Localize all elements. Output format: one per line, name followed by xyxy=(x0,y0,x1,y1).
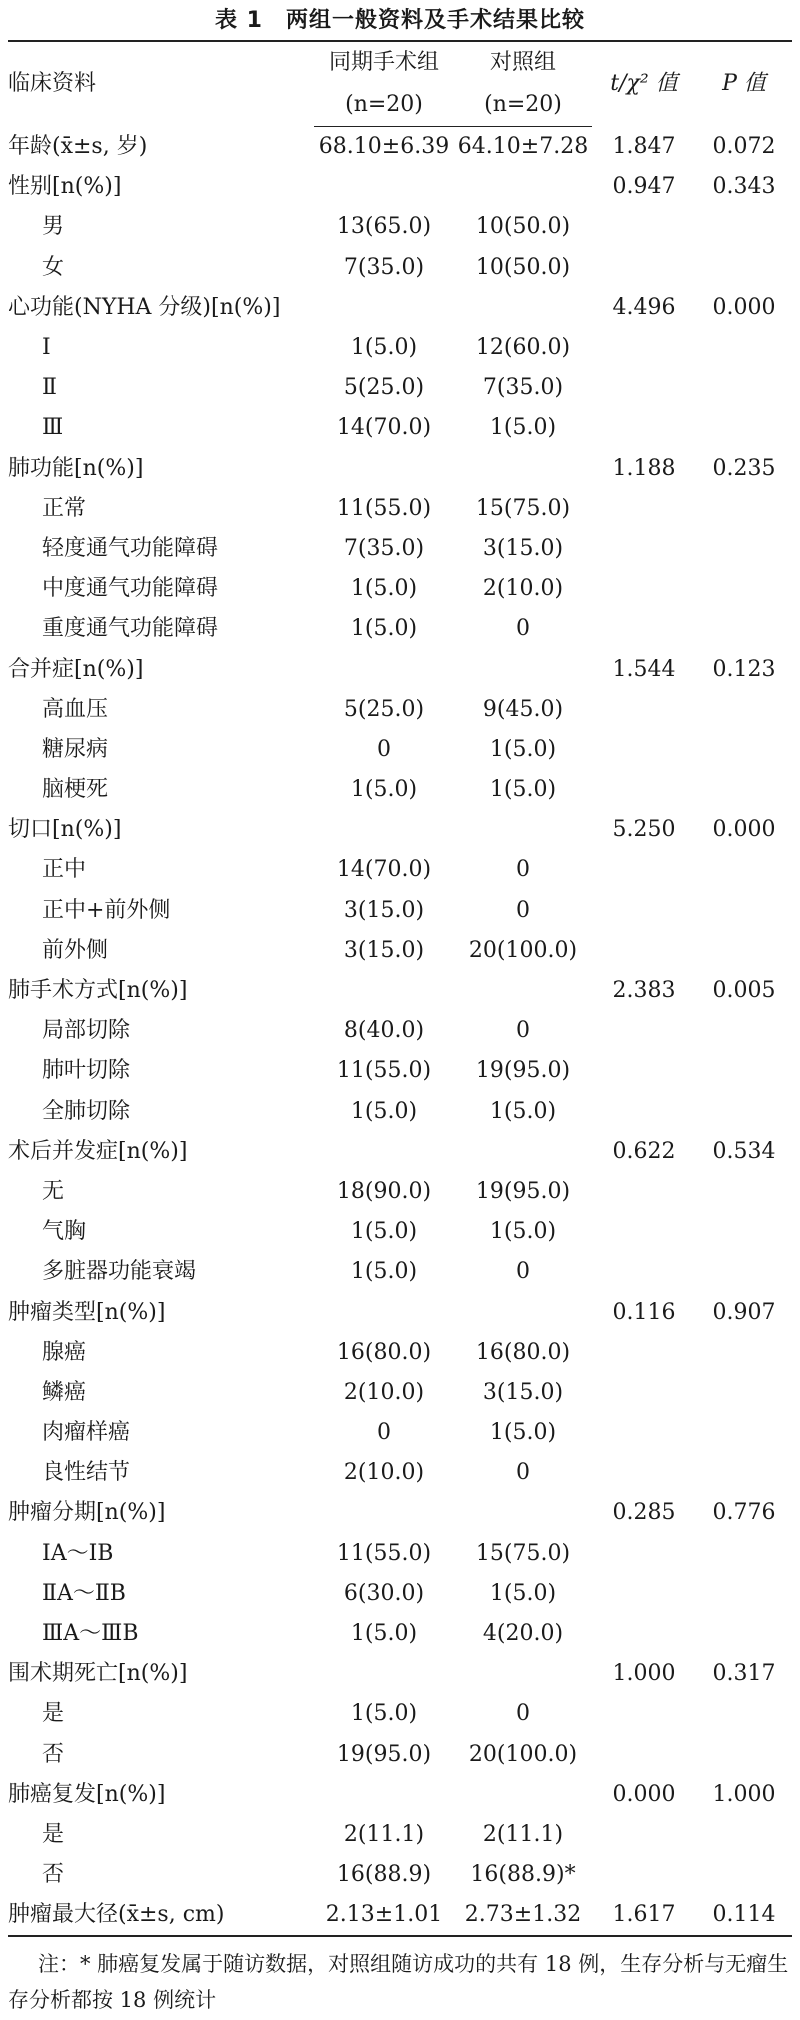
comparison-table xyxy=(8,40,792,1937)
control-group-value: 1(5.0) xyxy=(489,777,557,803)
control-group-value xyxy=(454,1292,592,1332)
surgery-group-value: 16(80.0) xyxy=(336,1339,432,1365)
t-chi-value: 1.188 xyxy=(612,455,676,481)
control-group-value: 16(88.9)* xyxy=(470,1862,576,1888)
row-label: 重度通气功能障碍 xyxy=(42,616,219,642)
p-value xyxy=(696,1735,792,1775)
table-row xyxy=(8,1453,792,1493)
p-value xyxy=(696,1092,792,1132)
table-row xyxy=(8,1735,792,1775)
control-group-value: 2(11.1) xyxy=(482,1821,564,1847)
surgery-group-value xyxy=(314,288,454,328)
p-value: 1.000 xyxy=(712,1781,776,1807)
row-label: ⅡA～ⅡB xyxy=(42,1580,126,1606)
t-chi-value xyxy=(592,207,696,247)
t-chi-value xyxy=(592,1252,696,1292)
control-group-value: 1(5.0) xyxy=(489,736,557,762)
row-label: 高血压 xyxy=(42,696,109,722)
control-group-value: 10(50.0) xyxy=(475,214,571,240)
p-value xyxy=(696,1453,792,1493)
control-group-value: 0 xyxy=(516,616,530,642)
p-value xyxy=(696,891,792,931)
header-t-chi-value: t/χ² 值 xyxy=(592,41,696,127)
table-row xyxy=(8,1373,792,1413)
p-value xyxy=(696,690,792,730)
control-group-value: 3(15.0) xyxy=(482,535,564,561)
surgery-group-value: 7(35.0) xyxy=(343,535,425,561)
p-value xyxy=(696,850,792,890)
row-label: 是 xyxy=(42,1821,65,1847)
control-group-value xyxy=(454,971,592,1011)
control-group-value: 7(35.0) xyxy=(482,375,564,401)
t-chi-value: 0.285 xyxy=(612,1500,676,1526)
table-row xyxy=(8,810,792,850)
header-surgery-group: 同期手术组 xyxy=(314,41,454,84)
row-label: 全肺切除 xyxy=(42,1098,131,1124)
header-clinical-data: 临床资料 xyxy=(8,41,314,127)
table-row xyxy=(8,1654,792,1694)
t-chi-value xyxy=(592,1815,696,1855)
surgery-group-value: 3(15.0) xyxy=(343,897,425,923)
surgery-group-value: 11(55.0) xyxy=(336,1540,432,1566)
p-value xyxy=(696,931,792,971)
surgery-group-value: 5(25.0) xyxy=(343,375,425,401)
table-row xyxy=(8,1292,792,1332)
table-row xyxy=(8,1815,792,1855)
t-chi-value xyxy=(592,690,696,730)
p-value: 0.776 xyxy=(712,1500,776,1526)
surgery-group-value: 8(40.0) xyxy=(343,1018,425,1044)
control-group-value: 20(100.0) xyxy=(468,937,578,963)
row-label: Ⅱ xyxy=(42,375,57,401)
p-value xyxy=(696,1815,792,1855)
t-chi-value: 0.947 xyxy=(612,174,676,200)
p-value xyxy=(696,1373,792,1413)
row-label: 腺癌 xyxy=(42,1339,87,1365)
row-label: Ⅰ xyxy=(42,335,51,361)
control-group-value: 1(5.0) xyxy=(489,1098,557,1124)
row-label: 良性结节 xyxy=(42,1460,131,1486)
table-row xyxy=(8,690,792,730)
surgery-group-value xyxy=(314,1654,454,1694)
row-label: ⅠA～ⅠB xyxy=(42,1540,114,1566)
t-chi-value: 2.383 xyxy=(612,978,676,1004)
row-label: 否 xyxy=(42,1862,65,1888)
row-label: 无 xyxy=(42,1178,65,1204)
table-row xyxy=(8,1011,792,1051)
p-value xyxy=(696,1172,792,1212)
surgery-group-value: 3(15.0) xyxy=(343,937,425,963)
table-row xyxy=(8,207,792,247)
t-chi-value xyxy=(592,770,696,810)
row-label: 中度通气功能障碍 xyxy=(42,576,219,602)
surgery-group-value: 68.10±6.39 xyxy=(318,134,450,160)
control-group-value xyxy=(454,1775,592,1815)
table-row xyxy=(8,1775,792,1815)
p-value xyxy=(696,408,792,448)
table-row xyxy=(8,288,792,328)
p-value: 0.114 xyxy=(696,1895,792,1936)
p-value xyxy=(696,248,792,288)
row-label: 心功能(NYHA 分级)[n(%)] xyxy=(8,294,281,320)
table-header xyxy=(8,41,792,127)
row-label: 肿瘤最大径(x̄±s, cm) xyxy=(8,1895,314,1936)
surgery-group-value: 19(95.0) xyxy=(336,1741,432,1767)
p-value: 0.317 xyxy=(712,1661,776,1687)
table-row xyxy=(8,1212,792,1252)
control-group-value: 1(5.0) xyxy=(489,1219,557,1245)
p-value: 0.000 xyxy=(712,817,776,843)
control-group-value: 16(80.0) xyxy=(475,1339,571,1365)
table-row xyxy=(8,167,792,207)
t-chi-value xyxy=(592,368,696,408)
surgery-group-value: 6(30.0) xyxy=(343,1580,425,1606)
table-row xyxy=(8,1614,792,1654)
control-group-value: 3(15.0) xyxy=(482,1379,564,1405)
surgery-group-value xyxy=(314,1493,454,1533)
t-chi-value: 0.116 xyxy=(612,1299,676,1325)
row-label: 前外侧 xyxy=(42,937,109,963)
surgery-group-value: 14(70.0) xyxy=(336,415,432,441)
surgery-group-value: 2(10.0) xyxy=(343,1460,425,1486)
surgery-group-value xyxy=(314,1132,454,1172)
control-group-value xyxy=(454,449,592,489)
p-value xyxy=(696,1534,792,1574)
row-label: 是 xyxy=(42,1701,65,1727)
p-value xyxy=(696,1574,792,1614)
row-label: 性别[n(%)] xyxy=(8,174,122,200)
p-value xyxy=(696,489,792,529)
p-value: 0.343 xyxy=(712,174,776,200)
surgery-group-value: 1(5.0) xyxy=(350,576,418,602)
table-row xyxy=(8,529,792,569)
surgery-group-value: 11(55.0) xyxy=(336,1058,432,1084)
surgery-group-value: 11(55.0) xyxy=(336,495,432,521)
table-row xyxy=(8,248,792,288)
row-label: 肉瘤样癌 xyxy=(42,1420,131,1446)
table-row xyxy=(8,931,792,971)
table-row xyxy=(8,127,792,168)
table-row xyxy=(8,1333,792,1373)
table-row xyxy=(8,1172,792,1212)
t-chi-value xyxy=(592,1735,696,1775)
table-row xyxy=(8,1092,792,1132)
surgery-group-value: 2.13±1.01 xyxy=(314,1895,454,1936)
p-value: 0.000 xyxy=(712,294,776,320)
row-label: ⅢA～ⅢB xyxy=(42,1621,139,1647)
p-value xyxy=(696,770,792,810)
t-chi-value xyxy=(592,1212,696,1252)
control-group-value: 4(20.0) xyxy=(482,1621,564,1647)
p-value xyxy=(696,207,792,247)
row-label: 正中+前外侧 xyxy=(42,897,171,923)
t-chi-value xyxy=(592,1373,696,1413)
table-row xyxy=(8,408,792,448)
table-row xyxy=(8,1855,792,1895)
surgery-group-value xyxy=(314,167,454,207)
table-row xyxy=(8,449,792,489)
p-value xyxy=(696,1051,792,1091)
header-surgery-n: (n=20) xyxy=(314,84,454,127)
table-row xyxy=(8,489,792,529)
t-chi-value xyxy=(592,1172,696,1212)
surgery-group-value: 16(88.9) xyxy=(336,1862,432,1888)
table-row xyxy=(8,1574,792,1614)
control-group-value: 1(5.0) xyxy=(489,1420,557,1446)
control-group-value: 1(5.0) xyxy=(489,415,557,441)
control-group-value: 0 xyxy=(516,1460,530,1486)
p-value xyxy=(696,328,792,368)
t-chi-value xyxy=(592,248,696,288)
table-row xyxy=(8,971,792,1011)
row-label: 围术期死亡[n(%)] xyxy=(8,1661,188,1687)
row-label: 鳞癌 xyxy=(42,1379,87,1405)
control-group-value: 2.73±1.32 xyxy=(454,1895,592,1936)
row-label: 正中 xyxy=(42,857,87,883)
surgery-group-value: 14(70.0) xyxy=(336,857,432,883)
t-chi-value xyxy=(592,1333,696,1373)
t-chi-value xyxy=(592,489,696,529)
header-p-value: P 值 xyxy=(696,41,792,127)
header-row-1 xyxy=(8,41,792,84)
t-chi-value xyxy=(592,1092,696,1132)
surgery-group-value: 0 xyxy=(377,1420,391,1446)
surgery-group-value: 5(25.0) xyxy=(343,696,425,722)
surgery-group-value: 1(5.0) xyxy=(350,777,418,803)
surgery-group-value: 1(5.0) xyxy=(350,1259,418,1285)
control-group-value: 64.10±7.28 xyxy=(457,134,589,160)
p-value xyxy=(696,609,792,649)
p-value xyxy=(696,1614,792,1654)
p-value xyxy=(696,368,792,408)
surgery-group-value: 13(65.0) xyxy=(336,214,432,240)
p-value xyxy=(696,1694,792,1734)
control-group-value: 0 xyxy=(516,1259,530,1285)
t-chi-value xyxy=(592,569,696,609)
surgery-group-value xyxy=(314,1292,454,1332)
t-chi-value xyxy=(592,328,696,368)
surgery-group-value xyxy=(314,449,454,489)
table-row xyxy=(8,609,792,649)
surgery-group-value: 1(5.0) xyxy=(350,1701,418,1727)
control-group-value xyxy=(454,810,592,850)
row-label: 脑梗死 xyxy=(42,777,109,803)
t-chi-value xyxy=(592,1694,696,1734)
control-group-value xyxy=(454,1493,592,1533)
surgery-group-value: 2(11.1) xyxy=(343,1821,425,1847)
table-row xyxy=(8,1132,792,1172)
row-label: 轻度通气功能障碍 xyxy=(42,535,219,561)
t-chi-value xyxy=(592,1574,696,1614)
table-row xyxy=(8,850,792,890)
t-chi-value xyxy=(592,931,696,971)
t-chi-value xyxy=(592,529,696,569)
surgery-group-value: 2(10.0) xyxy=(343,1379,425,1405)
t-chi-value: 0.622 xyxy=(612,1138,676,1164)
table-row xyxy=(8,1413,792,1453)
row-label: 肺癌复发[n(%)] xyxy=(8,1781,166,1807)
surgery-group-value: 7(35.0) xyxy=(343,254,425,280)
table-row xyxy=(8,328,792,368)
row-label: 合并症[n(%)] xyxy=(8,656,144,682)
t-chi-value xyxy=(592,1011,696,1051)
row-label: 气胸 xyxy=(42,1219,87,1245)
t-chi-value: 1.617 xyxy=(592,1895,696,1936)
p-value xyxy=(696,1333,792,1373)
control-group-value: 15(75.0) xyxy=(475,1540,571,1566)
surgery-group-value: 1(5.0) xyxy=(350,335,418,361)
control-group-value: 10(50.0) xyxy=(475,254,571,280)
table-row xyxy=(8,1534,792,1574)
surgery-group-value: 1(5.0) xyxy=(350,1098,418,1124)
table-row xyxy=(8,649,792,689)
row-label: 正常 xyxy=(42,495,87,521)
t-chi-value xyxy=(592,408,696,448)
t-chi-value xyxy=(592,1534,696,1574)
surgery-group-value: 1(5.0) xyxy=(350,1621,418,1647)
p-value: 0.123 xyxy=(712,656,776,682)
table-row xyxy=(8,569,792,609)
t-chi-value: 1.544 xyxy=(612,656,676,682)
control-group-value: 0 xyxy=(516,1018,530,1044)
control-group-value xyxy=(454,167,592,207)
t-chi-value: 1.000 xyxy=(612,1661,676,1687)
control-group-value: 0 xyxy=(516,897,530,923)
table-row xyxy=(8,1252,792,1292)
row-label: 肺叶切除 xyxy=(42,1058,131,1084)
surgery-group-value xyxy=(314,649,454,689)
control-group-value xyxy=(454,1654,592,1694)
p-value: 0.534 xyxy=(712,1138,776,1164)
row-label: 年龄(x̄±s, 岁) xyxy=(8,133,148,159)
row-label: 肿瘤分期[n(%)] xyxy=(8,1500,166,1526)
t-chi-value: 0.000 xyxy=(612,1781,676,1807)
t-chi-value xyxy=(592,730,696,770)
row-label: 肺功能[n(%)] xyxy=(8,455,144,481)
p-value: 0.072 xyxy=(712,133,776,159)
t-chi-value xyxy=(592,1413,696,1453)
t-chi-value: 4.496 xyxy=(612,294,676,320)
table-title: 表 1 两组一般资料及手术结果比较 xyxy=(215,8,585,33)
table-row xyxy=(8,770,792,810)
header-control-group: 对照组 xyxy=(454,41,592,84)
control-group-value: 19(95.0) xyxy=(475,1058,571,1084)
t-chi-value xyxy=(592,1453,696,1493)
t-chi-value xyxy=(592,1855,696,1895)
header-control-n: (n=20) xyxy=(454,84,592,127)
control-group-value: 1(5.0) xyxy=(489,1580,557,1606)
t-chi-value xyxy=(592,1614,696,1654)
p-value: 0.907 xyxy=(712,1299,776,1325)
row-label: 肺手术方式[n(%)] xyxy=(8,978,188,1004)
p-value xyxy=(696,1252,792,1292)
surgery-group-value: 1(5.0) xyxy=(350,616,418,642)
row-label: 否 xyxy=(42,1741,65,1767)
table-row xyxy=(8,730,792,770)
surgery-group-value xyxy=(314,810,454,850)
surgery-group-value: 18(90.0) xyxy=(336,1178,432,1204)
t-chi-value: 5.250 xyxy=(612,817,676,843)
control-group-value xyxy=(454,1132,592,1172)
table-footnote: 注：* 肺癌复发属于随访数据，对照组随访成功的共有 18 例，生存分析与无瘤生存分析都按 18 例统计 xyxy=(8,1952,789,2012)
control-group-value: 0 xyxy=(516,1701,530,1727)
t-chi-value: 1.847 xyxy=(612,133,676,159)
row-label: 切口[n(%)] xyxy=(8,817,122,843)
control-group-value: 2(10.0) xyxy=(482,576,564,602)
row-label: 术后并发症[n(%)] xyxy=(8,1138,188,1164)
table-body xyxy=(8,127,792,1937)
t-chi-value xyxy=(592,609,696,649)
table-row xyxy=(8,891,792,931)
p-value: 0.235 xyxy=(712,455,776,481)
surgery-group-value: 0 xyxy=(377,736,391,762)
row-label: Ⅲ xyxy=(42,415,64,441)
row-label: 肿瘤类型[n(%)] xyxy=(8,1299,166,1325)
control-group-value: 19(95.0) xyxy=(475,1178,571,1204)
p-value xyxy=(696,529,792,569)
control-group-value: 9(45.0) xyxy=(482,696,564,722)
t-chi-value xyxy=(592,891,696,931)
p-value xyxy=(696,569,792,609)
control-group-value: 15(75.0) xyxy=(475,495,571,521)
row-label: 糖尿病 xyxy=(42,736,109,762)
control-group-value: 20(100.0) xyxy=(468,1741,578,1767)
row-label: 多脏器功能衰竭 xyxy=(42,1259,197,1285)
control-group-value: 12(60.0) xyxy=(475,335,571,361)
p-value xyxy=(696,1011,792,1051)
row-label: 女 xyxy=(42,254,65,280)
p-value: 0.005 xyxy=(712,978,776,1004)
surgery-group-value xyxy=(314,1775,454,1815)
table-row xyxy=(8,1493,792,1533)
p-value xyxy=(696,730,792,770)
p-value xyxy=(696,1413,792,1453)
control-group-value: 0 xyxy=(516,857,530,883)
table-row xyxy=(8,368,792,408)
surgery-group-value: 1(5.0) xyxy=(350,1219,418,1245)
table-row xyxy=(8,1895,792,1936)
p-value xyxy=(696,1212,792,1252)
control-group-value xyxy=(454,288,592,328)
t-chi-value xyxy=(592,850,696,890)
p-value xyxy=(696,1855,792,1895)
surgery-group-value xyxy=(314,971,454,1011)
t-chi-value xyxy=(592,1051,696,1091)
table-row xyxy=(8,1051,792,1091)
row-label: 男 xyxy=(42,214,65,240)
control-group-value xyxy=(454,649,592,689)
table-row xyxy=(8,1694,792,1734)
row-label: 局部切除 xyxy=(42,1018,131,1044)
table-container xyxy=(8,40,792,1937)
